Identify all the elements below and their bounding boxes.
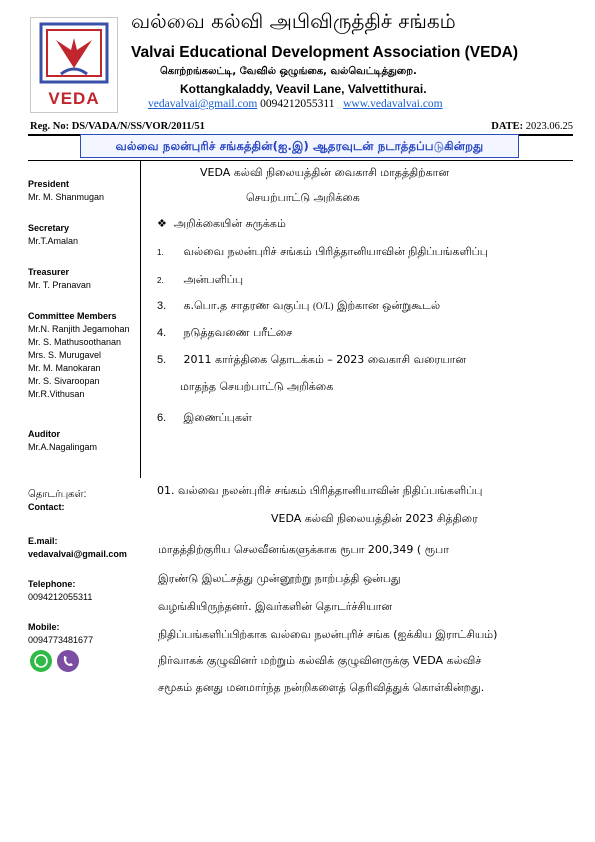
logo-text: VEDA	[48, 89, 100, 108]
sidebar-treasurer	[28, 266, 138, 292]
secretary-name: Mr.T.Amalan	[28, 236, 79, 246]
committee-member: Mr.N. Ranjith Jegamohan	[28, 324, 130, 334]
treasurer-label: Treasurer	[28, 267, 70, 277]
section1-line: வழங்கியிருந்தனர். இவர்களின் தொடர்ச்சியான	[158, 600, 393, 613]
president-name: Mr. M. Shanmugan	[28, 192, 105, 202]
mobile-value: 0094773481677	[28, 635, 94, 645]
president-label: President	[28, 179, 70, 189]
diamond-bullet-icon: ❖	[157, 217, 167, 230]
item-text: அன்பளிப்பு	[183, 273, 244, 286]
contact-tamil-label: தொடர்புகள்:	[28, 489, 87, 500]
summary-item-continued: மாதந்த செயற்பாட்டு அறிக்கை	[180, 380, 334, 393]
item-text-after: இற்கான ஒன்றுகூடல்	[336, 299, 441, 312]
committee-label: Committee Members	[28, 311, 117, 321]
dove-book-icon	[31, 18, 117, 88]
item-number: 3.	[157, 300, 167, 312]
document-date	[491, 121, 573, 132]
committee-member: Mr. S. Sivaroopan	[28, 376, 100, 386]
summary-item	[157, 353, 466, 368]
section1-line: நிதிப்பங்களிப்பிற்காக வல்வை நலன்புரிச் சங்க (ஐக்கிய இராட்சியம்)	[158, 628, 498, 641]
address-english: Kottangkaladdy, Veavil Lane, Valvettithurai.	[180, 82, 427, 96]
email-label: E.mail:	[28, 536, 58, 546]
item-text-small: (O/L)	[312, 301, 334, 311]
summary-heading-text: அறிக்கையின் சுருக்கம்	[173, 217, 286, 230]
telephone-label: Telephone:	[28, 579, 76, 589]
summary-item	[157, 326, 292, 341]
org-name-tamil: வல்வை கல்வி அபிவிருத்திச் சங்கம்	[131, 9, 456, 33]
sidebar-committee	[28, 310, 138, 401]
item-number: 2.	[157, 276, 164, 285]
committee-member: Mr. S. Mathusoothanan	[28, 337, 122, 347]
support-banner: வல்வை நலன்புரிச் சங்கத்தின்(ஐ.இ) ஆதரவுடன் நடாத்தப்படுகின்றது	[80, 134, 519, 158]
email-value[interactable]: vedavalvai@gmail.com	[28, 549, 127, 559]
auditor-name: Mr.A.Nagalingam	[28, 442, 98, 452]
date-label: DATE:	[491, 121, 524, 132]
section1-heading: 01. வல்வை நலன்புரிச் சங்கம் பிரித்தானியாவின் நிதிப்பங்களிப்பு	[157, 484, 483, 497]
summary-item	[157, 273, 243, 288]
item-number: 1.	[157, 248, 164, 257]
summary-item	[157, 411, 252, 426]
item-text: க.பொ.த சாதரண வகுப்பு	[183, 299, 310, 312]
item-text: 2011 கார்த்திகை தொடக்கம் – 2023 வைகாசி வரையான	[183, 353, 467, 366]
item-number: 5.	[157, 354, 167, 366]
notice-title: VEDA கல்வி நிலையத்தின் வைகாசி மாதத்திற்கான	[200, 166, 450, 179]
sidebar-mobile	[28, 621, 138, 647]
mobile-label: Mobile:	[28, 622, 60, 632]
item-text: வல்வை நலன்புரிச் சங்கம் பிரித்தானியாவின் நிதிப்பங்களிப்பு	[183, 245, 488, 258]
sidebar-secretary	[28, 222, 138, 248]
date-value: 2023.06.25	[525, 121, 573, 132]
veda-logo	[30, 17, 118, 113]
sidebar-divider	[140, 160, 141, 478]
secretary-label: Secretary	[28, 223, 70, 233]
committee-member: Mrs. S. Murugavel	[28, 350, 102, 360]
registration-number: Reg. No: DS/VADA/N/SS/VOR/2011/51	[30, 121, 205, 132]
section1-line: VEDA கல்வி நிலையத்தின் 2023 சித்திரை	[271, 512, 478, 525]
committee-member: Mr.R.Vithusan	[28, 389, 85, 399]
header-email-link[interactable]: vedavalvai@gmail.com	[148, 98, 258, 110]
header-phone: 0094212055311	[260, 98, 335, 110]
sidebar-president	[28, 178, 138, 204]
summary-item	[157, 245, 488, 260]
section1-line: சமூகம் தனது மனமார்ந்த நன்றிகளைத் தெரிவித்துக் கொள்கின்றது.	[158, 681, 485, 694]
org-name-english: Valvai Educational Development Association (VEDA)	[131, 44, 519, 61]
sidebar-email	[28, 535, 138, 561]
sidebar-contact-heading	[28, 488, 138, 514]
sidebar-telephone	[28, 578, 138, 604]
summary-heading	[157, 217, 286, 232]
section1-line: நிர்வாகக் குழுவினர் மற்றும் கல்விக் குழுவினருக்கு VEDA கல்விச்	[158, 654, 482, 667]
contact-label: Contact:	[28, 502, 65, 512]
content-divider	[28, 160, 573, 161]
viber-icon[interactable]	[57, 650, 79, 672]
summary-item	[157, 299, 440, 314]
sidebar-auditor	[28, 428, 138, 454]
header-contact-line	[148, 98, 443, 110]
treasurer-name: Mr. T. Pranavan	[28, 280, 91, 290]
auditor-label: Auditor	[28, 429, 60, 439]
telephone-value: 0094212055311	[28, 592, 93, 602]
item-number: 4.	[157, 327, 167, 339]
committee-member: Mr. M. Manokaran	[28, 363, 101, 373]
section1-line: மாதத்திற்குரிய செலவீனங்களுக்காக ரூபா 200,349 ( ரூபா	[158, 543, 449, 556]
item-text: இணைப்புகள்	[183, 411, 252, 424]
whatsapp-icon[interactable]	[30, 650, 52, 672]
address-tamil: கொற்றங்கலட்டி, வேவில் ஒழுங்கை, வல்வெட்டித்துறை.	[160, 66, 417, 77]
notice-subtitle: செயற்பாட்டு அறிக்கை	[246, 191, 360, 204]
item-text: நடுத்தவணை பரீட்சை	[183, 326, 293, 339]
section1-line: இரண்டு இலட்சத்து முன்னூற்று நாற்பத்தி ஒன்பது	[158, 572, 401, 585]
item-number: 6.	[157, 412, 167, 424]
header-website-link[interactable]: www.vedavalvai.com	[343, 98, 443, 110]
